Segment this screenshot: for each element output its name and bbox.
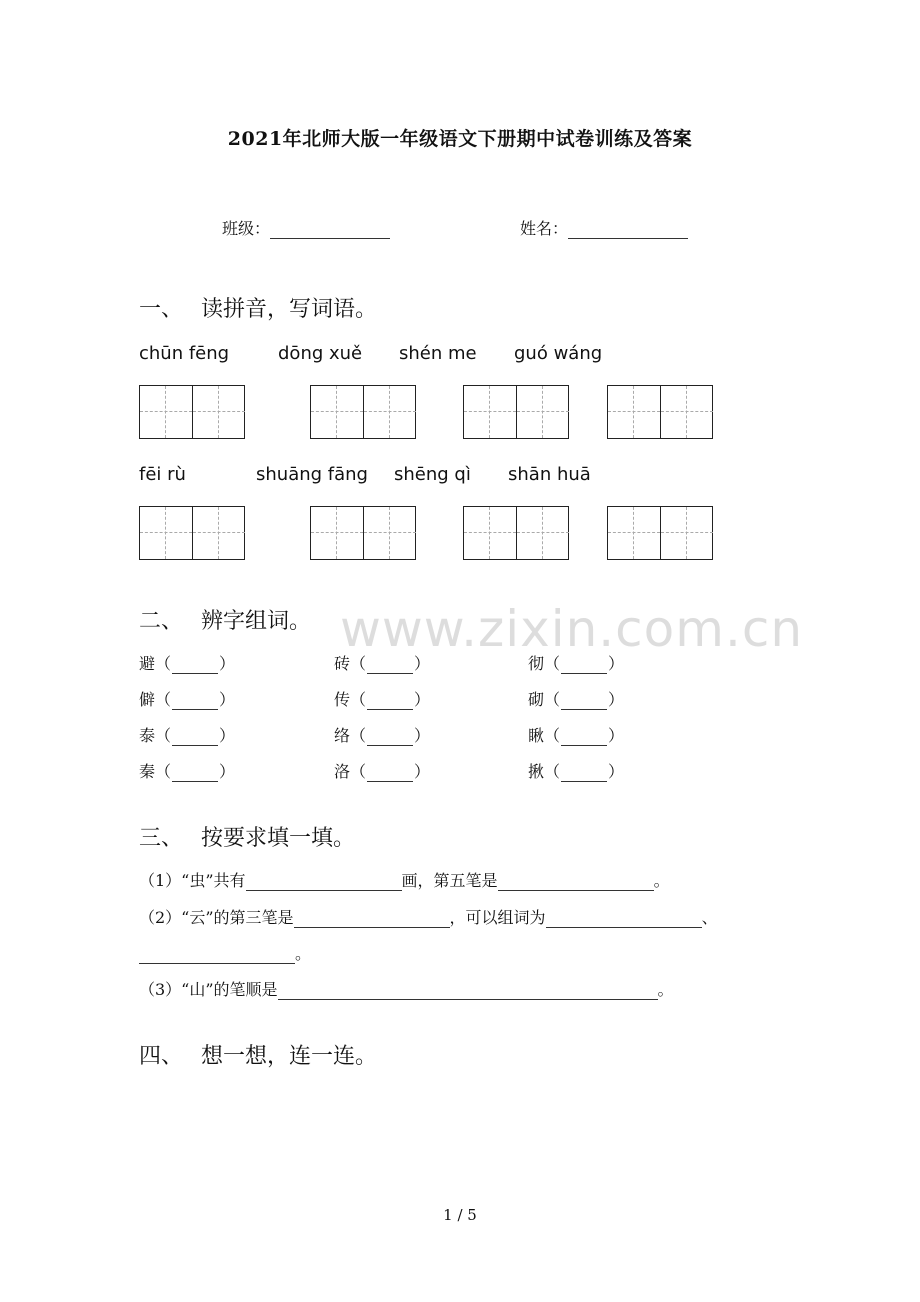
section-1-heading — [139, 292, 377, 323]
grid-cell[interactable] — [661, 386, 713, 438]
grid-cell[interactable] — [311, 507, 364, 559]
class-label: 班级： — [222, 219, 271, 238]
character: 砌 — [528, 690, 545, 709]
character: 揪 — [528, 762, 545, 781]
paren-open: （ — [350, 690, 367, 709]
character: 泰 — [139, 726, 156, 745]
answer-blank[interactable] — [172, 659, 218, 674]
word-item — [528, 723, 624, 746]
grid-cell[interactable] — [140, 386, 193, 438]
word-item — [334, 651, 430, 674]
section-3-title: 按要求填一填。 — [201, 826, 356, 851]
paren-open: （ — [155, 690, 172, 709]
pinyin-item: shuāng fāng — [256, 464, 368, 485]
question-text: （2）“云”的第三笔是 — [139, 908, 294, 927]
character: 避 — [139, 654, 156, 673]
word-item — [334, 687, 430, 710]
paren-open: （ — [544, 726, 561, 745]
answer-blank[interactable] — [367, 731, 413, 746]
name-label: 姓名： — [520, 219, 569, 238]
question-2 — [139, 905, 718, 928]
paren-close: ） — [414, 654, 431, 673]
pinyin-item: guó wáng — [514, 343, 603, 364]
writing-grid — [463, 506, 569, 560]
writing-grid — [607, 506, 713, 560]
paren-close: ） — [608, 726, 625, 745]
paren-close: ） — [608, 690, 625, 709]
section-1-number: 一、 — [139, 297, 184, 322]
answer-blank[interactable] — [139, 948, 295, 964]
word-item — [334, 723, 430, 746]
answer-blank[interactable] — [498, 875, 654, 891]
answer-blank[interactable] — [561, 695, 607, 710]
question-2-continued — [139, 941, 311, 964]
writing-grid — [139, 506, 245, 560]
section-4-heading — [139, 1039, 377, 1070]
paren-close: ） — [608, 762, 625, 781]
section-2-heading — [139, 604, 311, 635]
pinyin-item: chūn fēng — [139, 343, 230, 364]
section-2-number: 二、 — [139, 609, 184, 634]
page-title: 2021年北师大版一年级语文下册期中试卷训练及答案 — [227, 128, 693, 150]
word-item — [139, 723, 235, 746]
paren-close: ） — [219, 762, 236, 781]
paren-open: （ — [350, 726, 367, 745]
writing-grid — [310, 385, 416, 439]
paren-close: ） — [219, 654, 236, 673]
character: 洛 — [334, 762, 351, 781]
word-item — [139, 651, 235, 674]
question-text: 画，第五笔是 — [401, 871, 498, 890]
page-number: 1 / 5 — [443, 1206, 477, 1224]
word-item — [528, 687, 624, 710]
grid-cell[interactable] — [608, 507, 661, 559]
section-4-title: 想一想，连一连。 — [201, 1044, 378, 1069]
grid-cell[interactable] — [364, 507, 416, 559]
answer-blank[interactable] — [246, 875, 402, 891]
section-3-number: 三、 — [139, 826, 184, 851]
name-blank[interactable] — [568, 223, 688, 239]
paren-close: ） — [414, 690, 431, 709]
answer-blank[interactable] — [367, 767, 413, 782]
pinyin-item: dōng xuě — [278, 343, 363, 364]
pinyin-item: shén me — [399, 343, 477, 364]
grid-cell[interactable] — [193, 507, 245, 559]
class-field — [222, 216, 390, 239]
word-item — [528, 759, 624, 782]
question-text: 。 — [657, 980, 674, 999]
grid-cell[interactable] — [608, 386, 661, 438]
paren-open: （ — [544, 654, 561, 673]
character: 秦 — [139, 762, 156, 781]
grid-cell[interactable] — [364, 386, 416, 438]
question-text: （3）“山”的笔顺是 — [139, 980, 278, 999]
paren-close: ） — [414, 726, 431, 745]
paren-open: （ — [155, 726, 172, 745]
word-item — [139, 759, 235, 782]
answer-blank[interactable] — [172, 695, 218, 710]
answer-blank[interactable] — [278, 984, 658, 1000]
paren-open: （ — [350, 654, 367, 673]
character: 络 — [334, 726, 351, 745]
question-3 — [139, 977, 674, 1000]
paren-close: ） — [219, 726, 236, 745]
pinyin-item: fēi rù — [139, 464, 186, 485]
character: 彻 — [528, 654, 545, 673]
writing-grid — [139, 385, 245, 439]
grid-cell[interactable] — [661, 507, 713, 559]
paren-open: （ — [544, 762, 561, 781]
answer-blank[interactable] — [367, 659, 413, 674]
answer-blank[interactable] — [172, 731, 218, 746]
grid-cell[interactable] — [517, 507, 569, 559]
answer-blank[interactable] — [294, 912, 450, 928]
question-text: 、 — [701, 908, 718, 927]
paren-close: ） — [219, 690, 236, 709]
pinyin-item: shēng qì — [394, 464, 471, 485]
question-text: ，可以组词为 — [449, 908, 546, 927]
watermark: www.zixin.com.cn — [340, 600, 804, 658]
writing-grid — [310, 506, 416, 560]
question-text: 。 — [295, 944, 312, 963]
paren-open: （ — [350, 762, 367, 781]
question-text: 。 — [653, 871, 670, 890]
paren-close: ） — [608, 654, 625, 673]
paren-open: （ — [155, 762, 172, 781]
grid-cell[interactable] — [140, 507, 193, 559]
word-item — [528, 651, 624, 674]
paren-open: （ — [155, 654, 172, 673]
character: 僻 — [139, 690, 156, 709]
answer-blank[interactable] — [172, 767, 218, 782]
answer-blank[interactable] — [561, 767, 607, 782]
answer-blank[interactable] — [546, 912, 702, 928]
section-1-title: 读拼音，写词语。 — [201, 297, 378, 322]
paren-close: ） — [414, 762, 431, 781]
character: 瞅 — [528, 726, 545, 745]
word-item — [139, 687, 235, 710]
grid-cell[interactable] — [464, 507, 517, 559]
writing-grid — [463, 385, 569, 439]
grid-cell[interactable] — [464, 386, 517, 438]
answer-blank[interactable] — [561, 659, 607, 674]
class-blank[interactable] — [270, 223, 390, 239]
writing-grid — [607, 385, 713, 439]
pinyin-item: shān huā — [508, 464, 591, 485]
name-field — [520, 216, 688, 239]
word-item — [334, 759, 430, 782]
answer-blank[interactable] — [561, 731, 607, 746]
question-1 — [139, 868, 670, 891]
character: 砖 — [334, 654, 351, 673]
answer-blank[interactable] — [367, 695, 413, 710]
section-3-heading — [139, 821, 355, 852]
grid-cell[interactable] — [517, 386, 569, 438]
section-4-number: 四、 — [139, 1044, 184, 1069]
grid-cell[interactable] — [193, 386, 245, 438]
section-2-title: 辨字组词。 — [201, 609, 312, 634]
question-text: （1）“虫”共有 — [139, 871, 246, 890]
character: 传 — [334, 690, 351, 709]
grid-cell[interactable] — [311, 386, 364, 438]
paren-open: （ — [544, 690, 561, 709]
